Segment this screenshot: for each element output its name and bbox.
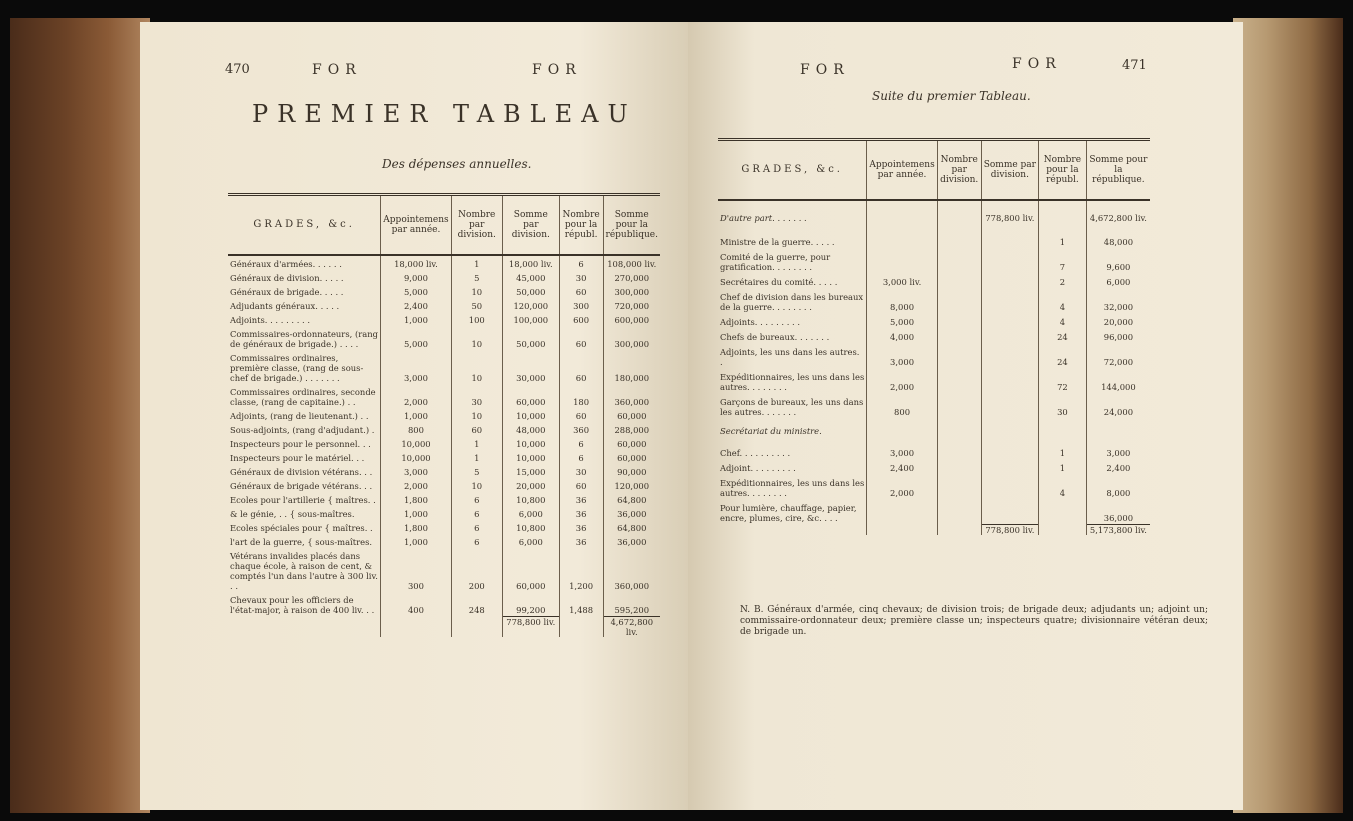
left-table-cell: Commissaires-ordonnateurs, (rang de généraux de brigade.) . . . . bbox=[230, 329, 378, 349]
left-table-cell: 120,000 bbox=[502, 298, 559, 312]
right-table-cell bbox=[981, 233, 1038, 248]
carry-cell bbox=[937, 200, 981, 233]
right-table-cell: Secrétaires du comité. . . . . bbox=[720, 277, 838, 287]
right-table-secretariat-row bbox=[718, 459, 1150, 474]
left-table-cell: 60,000 bbox=[502, 384, 559, 408]
col-header-somme-division: Somme par division. bbox=[502, 195, 559, 256]
right-table-cell: Chefs de bureaux. . . . . . . bbox=[720, 332, 830, 342]
left-table-cell: 99,200 bbox=[502, 592, 559, 616]
left-table-cell: 50,000 bbox=[502, 284, 559, 298]
left-table-cell: 30,000 bbox=[502, 350, 559, 384]
left-table-cell: 6 bbox=[559, 450, 603, 464]
col-header-nombre-division: Nombre par division. bbox=[451, 195, 502, 256]
left-table-cell: 200 bbox=[451, 548, 502, 592]
left-table-cell: 1,000 bbox=[381, 408, 451, 422]
left-table-cell: 60,000 bbox=[603, 408, 660, 422]
left-table-cell: 1,488 bbox=[559, 592, 603, 616]
left-table-cell: 9,000 bbox=[381, 270, 451, 284]
left-table-cell: 108,000 liv. bbox=[603, 255, 660, 270]
left-table-cell: 400 bbox=[381, 592, 451, 616]
left-table-cell: 45,000 bbox=[502, 270, 559, 284]
left-table-cell: 10 bbox=[451, 478, 502, 492]
nota-bene-note: N. B. Généraux d'armée, cinq chevaux; de division trois; de brigade deux; adjudants un; adjoint un; commissaire-ordonnateur deux; première classe un; inspecteurs quatre; divisionnaire vétéran deux; de brigade un. bbox=[740, 605, 1208, 637]
left-table-cell: 100,000 bbox=[502, 312, 559, 326]
left-table-cell: 5,000 bbox=[381, 284, 451, 298]
col-header-grades: GRADES, &c. bbox=[228, 195, 381, 256]
left-table-cell: 36 bbox=[559, 520, 603, 534]
left-table-cell: Chevaux pour les officiers de l'état-major, à raison de 400 liv. . . bbox=[230, 595, 375, 615]
left-table-cell: 60,000 bbox=[603, 436, 660, 450]
left-table-cell: 6 bbox=[559, 255, 603, 270]
right-table-row bbox=[718, 368, 1150, 393]
right-table-cell bbox=[981, 393, 1038, 418]
left-table-cell: 248 bbox=[451, 592, 502, 616]
left-table-cell: 18,000 liv. bbox=[502, 255, 559, 270]
left-table-row bbox=[228, 492, 660, 506]
right-table-secretariat-cell bbox=[937, 459, 981, 474]
left-table-cell: 60,000 bbox=[603, 450, 660, 464]
left-table-row bbox=[228, 506, 660, 520]
left-table-row bbox=[228, 422, 660, 436]
left-table-cell: 30 bbox=[451, 384, 502, 408]
left-table-row bbox=[228, 464, 660, 478]
right-expense-table bbox=[718, 138, 1150, 535]
right-table-secretariat-cell bbox=[981, 444, 1038, 459]
left-table-cell: 1 bbox=[451, 450, 502, 464]
left-table-cell: 5 bbox=[451, 270, 502, 284]
section-secretariat: Secrétariat du ministre. bbox=[720, 426, 822, 436]
left-table-cell: 15,000 bbox=[502, 464, 559, 478]
right-table-cell: 3,000 bbox=[867, 343, 937, 368]
right-running-header-right: FOR bbox=[1012, 56, 1062, 72]
left-table-cell: Commissaires ordinaires, première classe, (rang de sous-chef de brigade.) . . . . . . . bbox=[230, 353, 364, 383]
left-table-cell: 36 bbox=[559, 492, 603, 506]
left-table-cell: 36 bbox=[559, 506, 603, 520]
right-table-cell: 24 bbox=[1039, 328, 1087, 343]
left-table-cell: 595,200 bbox=[603, 592, 660, 616]
right-table-row bbox=[718, 313, 1150, 328]
right-running-header-left: FOR bbox=[800, 62, 850, 78]
left-table-cell: 60 bbox=[559, 478, 603, 492]
left-table-cell: Ecoles pour l'artillerie { maîtres. . bbox=[230, 495, 376, 505]
left-table-row bbox=[228, 284, 660, 298]
left-table-cell: 3,000 bbox=[381, 350, 451, 384]
right-table-secretariat-row bbox=[718, 499, 1150, 524]
left-table-cell: 1,200 bbox=[559, 548, 603, 592]
left-table-cell: 300 bbox=[559, 298, 603, 312]
left-table-cell: l'art de la guerre, { sous-maîtres. bbox=[230, 537, 373, 547]
right-table-cell: 4 bbox=[1039, 288, 1087, 313]
left-table-cell: Généraux de brigade vétérans. . . bbox=[230, 481, 373, 491]
left-table-row bbox=[228, 270, 660, 284]
left-running-header-right: FOR bbox=[532, 62, 582, 78]
left-table-cell: 50 bbox=[451, 298, 502, 312]
right-table-secretariat-cell: 8,000 bbox=[1086, 474, 1150, 499]
right-table-cell: 72 bbox=[1039, 368, 1087, 393]
right-table-cell bbox=[937, 343, 981, 368]
left-table-cell: & le génie, . . { sous-maîtres. bbox=[230, 509, 355, 519]
left-table-cell: 10,000 bbox=[502, 436, 559, 450]
left-table-cell: Généraux d'armées. . . . . . bbox=[230, 259, 342, 269]
right-table-cell: 9,600 bbox=[1086, 248, 1150, 273]
right-table-cell: 3,000 liv. bbox=[867, 273, 937, 288]
right-table-cell bbox=[937, 393, 981, 418]
left-table-cell: 10,800 bbox=[502, 492, 559, 506]
right-table-cell: Ministre de la guerre. . . . . bbox=[720, 237, 835, 247]
left-table-cell: 3,000 bbox=[381, 464, 451, 478]
left-table-row bbox=[228, 520, 660, 534]
left-table-cell: 60 bbox=[559, 284, 603, 298]
left-table-cell: 1 bbox=[451, 436, 502, 450]
right-table-cell: Adjoints. . . . . . . . . bbox=[720, 317, 801, 327]
book-cover-left bbox=[10, 18, 150, 813]
left-table-cell: Adjoints. . . . . . . . . bbox=[230, 315, 311, 325]
left-table-cell: 64,800 bbox=[603, 520, 660, 534]
left-table-cell: 1,800 bbox=[381, 520, 451, 534]
right-table-cell: 8,000 bbox=[867, 288, 937, 313]
left-table-cell: 800 bbox=[381, 422, 451, 436]
left-table-cell: 600,000 bbox=[603, 312, 660, 326]
right-table-cell: 24,000 bbox=[1086, 393, 1150, 418]
left-table-cell: 30 bbox=[559, 270, 603, 284]
left-table-cell: 6 bbox=[451, 506, 502, 520]
left-table-cell: 10,000 bbox=[502, 450, 559, 464]
carry-cell bbox=[867, 200, 937, 233]
left-table-cell: 6 bbox=[451, 492, 502, 506]
right-table-cell: 30 bbox=[1039, 393, 1087, 418]
right-table-secretariat-cell: 2,400 bbox=[867, 459, 937, 474]
right-table-secretariat-cell: 2,000 bbox=[867, 474, 937, 499]
left-table-cell: 30 bbox=[559, 464, 603, 478]
right-table-cell bbox=[937, 288, 981, 313]
left-table-cell: 90,000 bbox=[603, 464, 660, 478]
left-table-cell: 300 bbox=[381, 548, 451, 592]
right-table-cell bbox=[981, 368, 1038, 393]
right-table-row bbox=[718, 343, 1150, 368]
right-col-header-nombre-division: Nombre par division. bbox=[937, 140, 981, 201]
left-expense-table bbox=[228, 193, 660, 637]
left-table-cell: 1,000 bbox=[381, 506, 451, 520]
right-table-secretariat-cell bbox=[981, 474, 1038, 499]
left-table-cell: 180 bbox=[559, 384, 603, 408]
left-table-row bbox=[228, 255, 660, 270]
col-header-nombre-republique: Nombre pour la républ. bbox=[559, 195, 603, 256]
left-table-cell: 1,800 bbox=[381, 492, 451, 506]
left-table-cell: Inspecteurs pour le matériel. . . bbox=[230, 453, 365, 463]
left-table-cell: 300,000 bbox=[603, 284, 660, 298]
left-table-cell: Généraux de division. . . . . bbox=[230, 273, 344, 283]
left-table-cell: 720,000 bbox=[603, 298, 660, 312]
carry-cell: 778,800 liv. bbox=[981, 200, 1038, 233]
col-header-appointemens: Appointemens par année. bbox=[381, 195, 451, 256]
left-table-row bbox=[228, 408, 660, 422]
right-table-cell bbox=[981, 343, 1038, 368]
left-table-cell: 600 bbox=[559, 312, 603, 326]
right-table-cell bbox=[937, 233, 981, 248]
right-table-cell: 5,000 bbox=[867, 313, 937, 328]
left-table-cell: Inspecteurs pour le personnel. . . bbox=[230, 439, 371, 449]
left-table-cell: Adjudants généraux. . . . . bbox=[230, 301, 340, 311]
right-table-secretariat-cell bbox=[937, 474, 981, 499]
right-table-cell: Comité de la guerre, pour gratification. . . . . . . . bbox=[720, 252, 831, 272]
col-header-somme-republique: Somme pour la république. bbox=[603, 195, 660, 256]
left-table-cell: 6 bbox=[559, 436, 603, 450]
left-table-cell: 60 bbox=[559, 408, 603, 422]
right-table-cell: 48,000 bbox=[1086, 233, 1150, 248]
right-col-header-somme-republique: Somme pour la république. bbox=[1086, 140, 1150, 201]
right-table-cell bbox=[981, 273, 1038, 288]
right-table-cell: 1 bbox=[1039, 233, 1087, 248]
left-table-cell: 50,000 bbox=[502, 326, 559, 350]
left-table-cell: 10 bbox=[451, 284, 502, 298]
right-table-row bbox=[718, 393, 1150, 418]
left-table-row bbox=[228, 436, 660, 450]
left-table-cell: 6 bbox=[451, 520, 502, 534]
left-table-cell: 1,000 bbox=[381, 312, 451, 326]
right-table-body bbox=[718, 233, 1150, 418]
right-table-row bbox=[718, 248, 1150, 273]
left-table-row bbox=[228, 534, 660, 548]
right-table-cell bbox=[937, 248, 981, 273]
left-table-cell: Adjoints, (rang de lieutenant.) . . bbox=[230, 411, 369, 421]
left-table-row bbox=[228, 298, 660, 312]
carry-cell: 4,672,800 liv. bbox=[1086, 200, 1150, 233]
right-col-header-appointemens: Appointemens par année. bbox=[867, 140, 937, 201]
right-table-cell: 7 bbox=[1039, 248, 1087, 273]
left-table-cell: 10,800 bbox=[502, 520, 559, 534]
right-table-secretariat-cell: Adjoint. . . . . . . . . bbox=[720, 463, 796, 473]
right-table-cell: 144,000 bbox=[1086, 368, 1150, 393]
left-table-row bbox=[228, 450, 660, 464]
left-table-row bbox=[228, 312, 660, 326]
right-table-secretariat-cell bbox=[1039, 499, 1087, 524]
right-table-secretariat-cell: 36,000 bbox=[1086, 499, 1150, 524]
left-table-cell: 10,000 bbox=[502, 408, 559, 422]
right-page-number: 471 bbox=[1122, 58, 1147, 73]
right-col-header-grades: GRADES, &c. bbox=[718, 140, 867, 201]
left-table-cell: 360 bbox=[559, 422, 603, 436]
right-table-secretariat-cell bbox=[867, 499, 937, 524]
right-table-cell: 4 bbox=[1039, 313, 1087, 328]
left-table-cell: Commissaires ordinaires, seconde classe, (rang de capitaine.) . . bbox=[230, 387, 376, 407]
left-table-cell: 288,000 bbox=[603, 422, 660, 436]
book-page-edges-right bbox=[1233, 18, 1343, 813]
left-table-cell: 10 bbox=[451, 326, 502, 350]
right-table-secretariat-cell: 1 bbox=[1039, 459, 1087, 474]
right-table-secretariat-row bbox=[718, 474, 1150, 499]
right-table-secretariat-cell: Chef. . . . . . . . . . bbox=[720, 448, 791, 458]
right-table-secretariat-row bbox=[718, 444, 1150, 459]
left-table-cell: 36,000 bbox=[603, 506, 660, 520]
left-table-cell: 10 bbox=[451, 350, 502, 384]
right-table-secretariat-cell: 2,400 bbox=[1086, 459, 1150, 474]
left-table-cell: 2,400 bbox=[381, 298, 451, 312]
left-table-cell: 20,000 bbox=[502, 478, 559, 492]
right-table-cell bbox=[981, 288, 1038, 313]
right-col-header-nombre-republique: Nombre pour la républ. bbox=[1039, 140, 1087, 201]
left-table-cell: 180,000 bbox=[603, 350, 660, 384]
left-table-cell: 60,000 bbox=[502, 548, 559, 592]
left-table-cell: 64,800 bbox=[603, 492, 660, 506]
right-table-row bbox=[718, 233, 1150, 248]
left-table-cell: 10,000 bbox=[381, 450, 451, 464]
right-table-cell bbox=[937, 273, 981, 288]
left-table-cell: Sous-adjoints, (rang d'adjudant.) . bbox=[230, 425, 375, 435]
right-table-secretariat-cell bbox=[981, 499, 1038, 524]
right-total-division: 778,800 liv. bbox=[981, 524, 1038, 535]
right-col-header-somme-division: Somme par division. bbox=[981, 140, 1038, 201]
right-table-row bbox=[718, 328, 1150, 343]
right-table-cell: 800 bbox=[867, 393, 937, 418]
left-table-cell: Ecoles spéciales pour { maîtres. . bbox=[230, 523, 373, 533]
left-table-cell: 1,000 bbox=[381, 534, 451, 548]
carry-cell bbox=[1039, 200, 1087, 233]
right-table-cell: 32,000 bbox=[1086, 288, 1150, 313]
right-table-cell: Expéditionnaires, les uns dans les autres. . . . . . . . bbox=[720, 372, 865, 392]
left-table-cell: 10 bbox=[451, 408, 502, 422]
left-table-cell: 18,000 liv. bbox=[381, 255, 451, 270]
left-table-row bbox=[228, 548, 660, 592]
left-table-cell: Vétérans invalides placés dans chaque école, à raison de cent, & comptés l'un dans l'autre à 300 liv. . . bbox=[230, 551, 378, 591]
right-table-cell: Chef de division dans les bureaux de la guerre. . . . . . . . bbox=[720, 292, 864, 312]
right-table-secretariat-cell: 3,000 bbox=[1086, 444, 1150, 459]
left-table-cell: 36 bbox=[559, 534, 603, 548]
left-table-cell: 5,000 bbox=[381, 326, 451, 350]
right-table-row bbox=[718, 288, 1150, 313]
left-table-cell: 2,000 bbox=[381, 384, 451, 408]
right-table-cell: Adjoints, les uns dans les autres. . bbox=[720, 347, 860, 367]
right-page-subtitle: Suite du premier Tableau. bbox=[872, 89, 1031, 103]
right-table-cell: 96,000 bbox=[1086, 328, 1150, 343]
right-table-secretariat-cell bbox=[937, 444, 981, 459]
left-table-cell: 10,000 bbox=[381, 436, 451, 450]
right-table-cell: 2,000 bbox=[867, 368, 937, 393]
right-table-cell bbox=[867, 233, 937, 248]
left-table-cell: 48,000 bbox=[502, 422, 559, 436]
left-table-cell: 100 bbox=[451, 312, 502, 326]
left-table-cell: 1 bbox=[451, 255, 502, 270]
left-page-number: 470 bbox=[225, 62, 250, 77]
left-table-cell: 2,000 bbox=[381, 478, 451, 492]
right-table-secretariat-cell: 4 bbox=[1039, 474, 1087, 499]
right-table-cell bbox=[867, 248, 937, 273]
left-table-row bbox=[228, 592, 660, 616]
right-table-cell bbox=[981, 248, 1038, 273]
left-table-cell: 60 bbox=[559, 326, 603, 350]
left-table-row bbox=[228, 478, 660, 492]
right-table-cell bbox=[981, 328, 1038, 343]
right-carry-row bbox=[718, 200, 1150, 233]
left-table-cell: 300,000 bbox=[603, 326, 660, 350]
right-table-secretariat-cell bbox=[937, 499, 981, 524]
left-table-cell: 60 bbox=[451, 422, 502, 436]
right-table-cell: 24 bbox=[1039, 343, 1087, 368]
right-table-cell: 4,000 bbox=[867, 328, 937, 343]
left-table-cell: Généraux de brigade. . . . . bbox=[230, 287, 344, 297]
left-total-division: 778,800 liv. bbox=[502, 616, 559, 637]
left-table-cell: 6 bbox=[451, 534, 502, 548]
right-table-secretariat-cell: 1 bbox=[1039, 444, 1087, 459]
right-total-republique: 5,173,800 liv. bbox=[1086, 524, 1150, 535]
left-table-row bbox=[228, 384, 660, 408]
left-total-republique: 4,672,800 liv. bbox=[603, 616, 660, 637]
right-table-secretariat-cell bbox=[981, 459, 1038, 474]
carry-cell: D'autre part. . . . . . . bbox=[720, 213, 807, 223]
left-table-cell: 270,000 bbox=[603, 270, 660, 284]
right-table-cell bbox=[981, 313, 1038, 328]
carry-row bbox=[718, 200, 1150, 233]
left-table-cell: 6,000 bbox=[502, 506, 559, 520]
left-table-cell: 36,000 bbox=[603, 534, 660, 548]
left-table-row bbox=[228, 326, 660, 350]
right-table-cell: 20,000 bbox=[1086, 313, 1150, 328]
left-table-cell: 6,000 bbox=[502, 534, 559, 548]
right-table-cell bbox=[937, 328, 981, 343]
right-table-cell: 72,000 bbox=[1086, 343, 1150, 368]
right-table-row bbox=[718, 273, 1150, 288]
left-table-cell: 5 bbox=[451, 464, 502, 478]
left-table-body bbox=[228, 255, 660, 616]
right-table-cell bbox=[937, 313, 981, 328]
left-table-row bbox=[228, 350, 660, 384]
right-table-body-secretariat bbox=[718, 444, 1150, 524]
right-table-cell: 2 bbox=[1039, 273, 1087, 288]
left-table-cell: 60 bbox=[559, 350, 603, 384]
left-running-header-left: FOR bbox=[312, 62, 362, 78]
right-table-secretariat-cell: Expéditionnaires, les uns dans les autres. . . . . . . . bbox=[720, 478, 865, 498]
right-table-secretariat-cell: Pour lumière, chauffage, papier, encre, plumes, cire, &c. . . . bbox=[720, 503, 857, 523]
left-table-cell: 120,000 bbox=[603, 478, 660, 492]
right-table-secretariat-cell: 3,000 bbox=[867, 444, 937, 459]
left-table-cell: 360,000 bbox=[603, 548, 660, 592]
right-table-cell bbox=[937, 368, 981, 393]
left-table-cell: 360,000 bbox=[603, 384, 660, 408]
right-table-cell: 6,000 bbox=[1086, 273, 1150, 288]
page-title: PREMIER TABLEAU bbox=[252, 100, 637, 128]
left-table-cell: Généraux de division vétérans. . . bbox=[230, 467, 373, 477]
page-subtitle: Des dépenses annuelles. bbox=[382, 157, 532, 171]
right-table-cell: Garçons de bureaux, les uns dans les autres. . . . . . . bbox=[720, 397, 864, 417]
